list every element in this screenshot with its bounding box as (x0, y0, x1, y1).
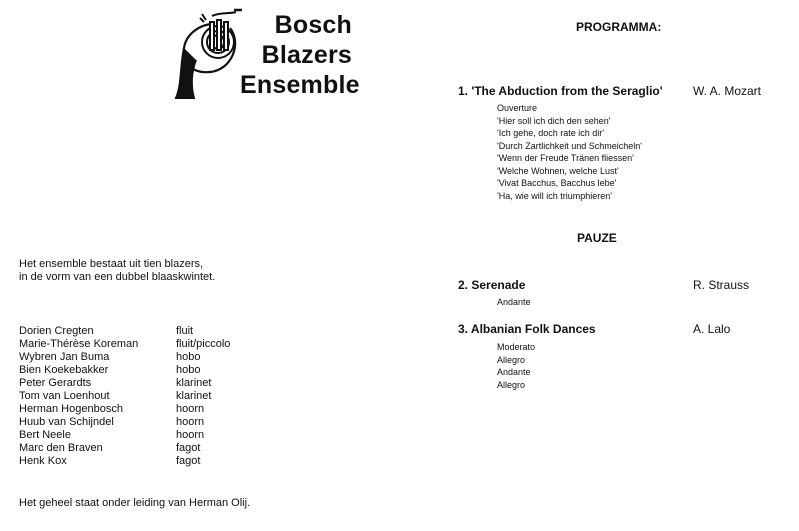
movement: Andante (497, 367, 531, 377)
conductor-line: Het geheel staat onder leiding van Herman Olij. (19, 497, 251, 509)
movement: Allegro (497, 354, 526, 365)
pause-label: PAUZE (577, 231, 617, 245)
piece-2-title: 2. Serenade (458, 278, 526, 292)
member-name: Tom van Loenhout (19, 390, 110, 402)
member-name: Bien Koekebakker (19, 364, 109, 376)
member-name: Herman Hogenbosch (19, 403, 123, 415)
ensemble-intro (19, 258, 215, 284)
member-instrument: fluit/piccolo (176, 338, 231, 350)
intro-line-1: Het ensemble bestaat uit tien blazers, (19, 258, 204, 270)
member-instrument: klarinet (176, 377, 212, 389)
program-title: PROGRAMMA: (576, 20, 662, 34)
movement: 'Ich gehe, doch rate ich dir' (497, 128, 604, 138)
member-names-column (19, 325, 138, 468)
member-name: Marie-Thérèse Koreman (19, 338, 139, 350)
member-name: Huub van Schijndel (19, 416, 114, 428)
movement: 'Durch Zartlichkeit und Schmeicheln' (497, 140, 642, 151)
movement: Moderato (497, 342, 536, 352)
movement: 'Vivat Bacchus, Bacchus lebe' (497, 178, 617, 188)
logo-line-1: Bosch (274, 11, 352, 39)
member-instrument: klarinet (176, 390, 212, 402)
intro-line-2: in de vorm van een dubbel blaaskwintet. (19, 271, 216, 283)
member-name: Peter Gerardts (19, 377, 92, 389)
member-instruments-column (176, 325, 230, 468)
member-instrument: hoorn (176, 416, 205, 428)
movement: Allegro (497, 379, 526, 390)
member-instrument: hobo (176, 364, 201, 376)
movement: 'Hier soll ich dich den sehen' (497, 115, 611, 126)
movement: Ouverture (497, 103, 538, 113)
member-name: Wybren Jan Buma (19, 351, 110, 363)
piece-1-title: 1. 'The Abduction from the Seraglio' (458, 84, 663, 98)
member-instrument: fluit (176, 325, 194, 337)
member-instrument: fagot (176, 455, 201, 467)
piece-3-title: 3. Albanian Folk Dances (458, 322, 596, 336)
member-instrument: hoorn (176, 429, 205, 441)
piece-3-movements (497, 341, 535, 391)
member-name: Henk Kox (19, 455, 67, 467)
piece-1-composer: W. A. Mozart (693, 84, 762, 98)
member-name: Marc den Braven (19, 442, 103, 454)
piece-2-composer: R. Strauss (693, 278, 750, 292)
piece-2-movements (497, 296, 531, 309)
ensemble-logo-title (240, 10, 360, 100)
movement: 'Wenn der Freude Tränen fliessen' (497, 153, 634, 163)
member-instrument: hoorn (176, 403, 205, 415)
movement: 'Welche Wohnen, welche Lust' (497, 165, 619, 176)
member-name: Dorien Cregten (19, 325, 94, 337)
movement: Andante (497, 297, 531, 307)
piece-3-composer: A. Lalo (693, 322, 731, 336)
member-name: Bert Neele (19, 429, 71, 441)
member-instrument: fagot (176, 442, 201, 454)
logo-line-3: Ensemble (240, 71, 360, 99)
piece-1-movements (497, 102, 642, 202)
movement: 'Ha, wie will ich triumphieren' (497, 190, 612, 201)
member-instrument: hobo (176, 351, 201, 363)
logo-line-2: Blazers (261, 41, 352, 69)
